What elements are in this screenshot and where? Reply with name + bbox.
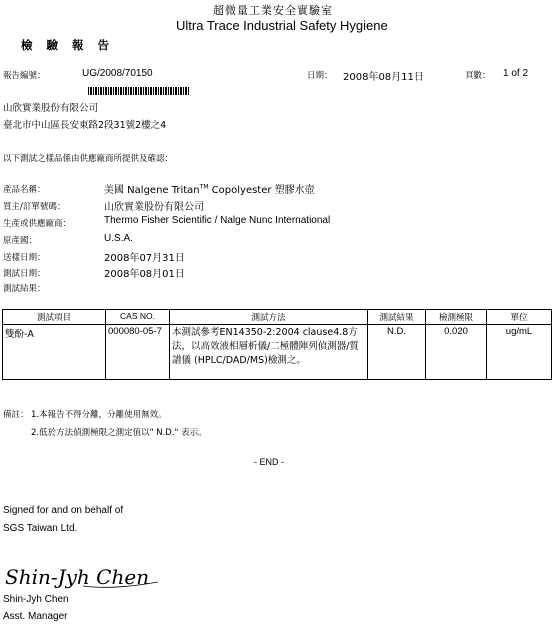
test-date-label: 測試日期：	[3, 269, 46, 279]
product-name-part1: 美國 Nalgene Tritan	[104, 185, 200, 196]
test-result-label: 測試結果：	[3, 284, 46, 294]
col-header-item: 測試項目	[3, 310, 106, 325]
cell-method: 本測試參考EN14350-2:2004 clause4.8方法，以高效液相層析儀/二極體陣列偵測器/質譜儀 (HPLC/DAD/MS)檢測之。	[170, 325, 368, 380]
signer-title: Asst. Manager	[3, 611, 68, 622]
results-table	[2, 309, 552, 380]
product-name-part2: Copolyester 塑膠水壺	[208, 185, 315, 196]
report-date: 2008年08月11日	[343, 72, 424, 83]
received-date-value: 2008年07月31日	[104, 253, 185, 264]
page-count-label: 頁數：	[465, 71, 491, 81]
cell-cas: 000080-05-7	[106, 325, 170, 380]
table-header-row	[3, 310, 552, 325]
page-count: 1 of 2	[503, 68, 529, 79]
note-1: 1.本報告不得分離，分離使用無效。	[31, 410, 167, 420]
note-2: 2.低於方法偵測極限之測定值以" N.D." 表示。	[31, 428, 207, 438]
origin-value: U.S.A.	[104, 233, 133, 244]
barcode	[88, 87, 190, 95]
trademark-mark: TM	[199, 183, 209, 191]
end-marker: - END -	[254, 457, 284, 467]
received-date-label: 送樣日期：	[3, 253, 46, 263]
signoff-line-1: Signed for and on behalf of	[3, 505, 124, 516]
test-date-value: 2008年08月01日	[104, 269, 185, 280]
report-date-label: 日期：	[307, 71, 333, 81]
cell-unit: ug/mL	[487, 325, 552, 380]
manufacturer-value: Thermo Fisher Scientific / Nalge Nunc International	[104, 215, 331, 226]
manufacturer-label: 生產或供應廠商：	[3, 219, 72, 229]
buyer-label: 買主/訂單號碼：	[3, 202, 66, 212]
signer-name: Shin-Jyh Chen	[3, 594, 69, 605]
report-number-label: 報告編號：	[3, 71, 46, 81]
col-header-limit: 檢測極限	[426, 310, 487, 325]
client-address: 臺北市中山區長安東路2段31號2樓之4	[3, 120, 167, 131]
handwritten-signature	[3, 562, 163, 592]
col-header-unit: 單位	[487, 310, 552, 325]
client-name: 山欣實業股份有限公司	[3, 103, 99, 114]
col-header-result: 測試結果	[368, 310, 426, 325]
cell-result: N.D.	[368, 325, 426, 380]
signoff-line-2: SGS Taiwan Ltd.	[3, 523, 78, 534]
report-number: UG/2008/70150	[82, 68, 153, 79]
buyer-value: 山欣實業股份有限公司	[104, 202, 204, 213]
table-row	[3, 325, 552, 380]
col-header-method: 測試方法	[170, 310, 368, 325]
origin-label: 原產國：	[3, 236, 38, 246]
signature-text: Shin-Jyh Chen	[5, 565, 150, 589]
intro-text: 以下測試之樣品係由供應廠商所提供及確認：	[3, 154, 174, 164]
notes-label: 備註：	[3, 410, 29, 420]
product-name	[104, 181, 315, 196]
product-name-label: 產品名稱：	[3, 185, 46, 195]
col-header-cas: CAS NO.	[106, 310, 170, 325]
lab-title-english: Ultra Trace Industrial Safety Hygiene	[176, 18, 388, 33]
cell-limit: 0.020	[426, 325, 487, 380]
cell-item: 雙酚-A	[3, 325, 106, 380]
lab-title-chinese: 超微量工業安全實驗室	[213, 4, 333, 17]
document-title: 檢 驗 報 告	[21, 38, 115, 52]
